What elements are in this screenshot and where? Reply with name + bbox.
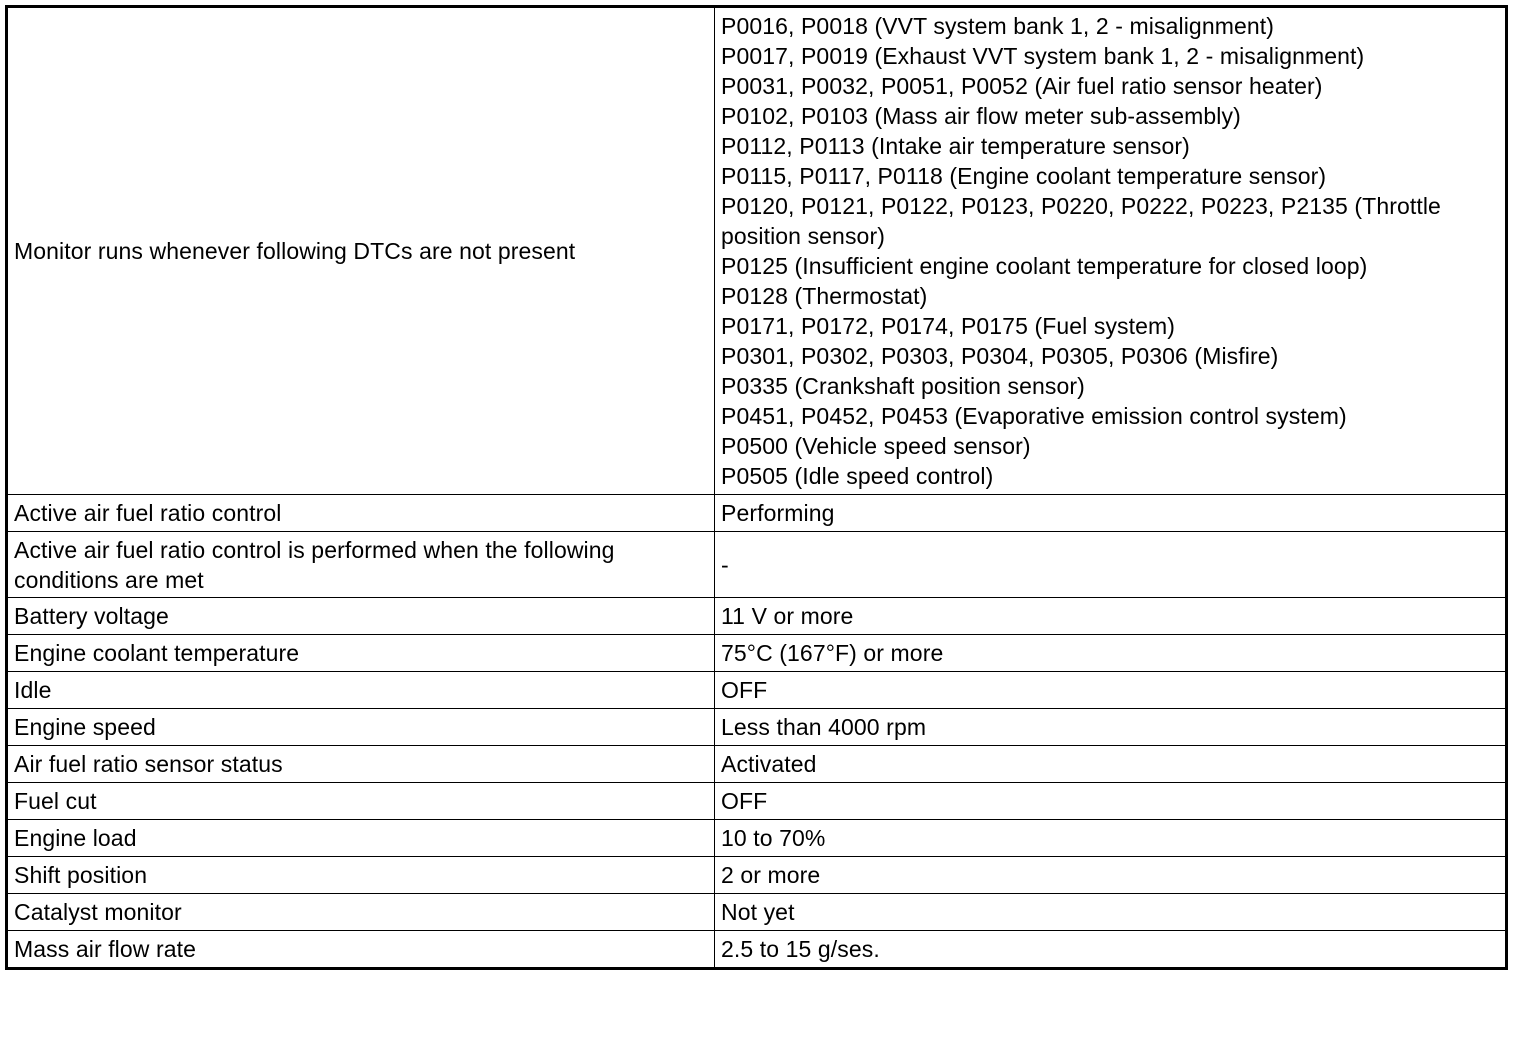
dtc-line: P0171, P0172, P0174, P0175 (Fuel system) [721,313,1176,339]
row-label: Engine speed [7,709,715,746]
row-value: 2 or more [715,857,1507,894]
dtc-list [715,7,1507,495]
dtc-line: P0016, P0018 (VVT system bank 1, 2 - misalignment) [721,13,1275,39]
dtc-line: P0120, P0121, P0122, P0123, P0220, P0222, P0223, P2135 (Throttle [721,193,1441,219]
row-value: Activated [715,746,1507,783]
table-row-dtc [7,7,1507,495]
monitor-conditions-table [5,5,1508,970]
row-value: OFF [715,783,1507,820]
row-value: - [715,532,1507,598]
dtc-line: P0017, P0019 (Exhaust VVT system bank 1, 2 - misalignment) [721,43,1365,69]
row-value: 2.5 to 15 g/ses. [715,931,1507,969]
dtc-line: P0102, P0103 (Mass air flow meter sub-assembly) [721,103,1241,129]
dtc-row-label: Monitor runs whenever following DTCs are not present [7,7,715,495]
dtc-line: P0500 (Vehicle speed sensor) [721,433,1031,459]
row-label: Active air fuel ratio control [7,495,715,532]
row-label: Engine load [7,820,715,857]
row-label: Catalyst monitor [7,894,715,931]
row-label: Mass air flow rate [7,931,715,969]
dtc-line: P0505 (Idle speed control) [721,463,994,489]
table-row [7,783,1507,820]
row-label: Idle [7,672,715,709]
row-value: 75°C (167°F) or more [715,635,1507,672]
row-label: Fuel cut [7,783,715,820]
row-value: Performing [715,495,1507,532]
table-row [7,635,1507,672]
table-row [7,820,1507,857]
table-row [7,931,1507,969]
dtc-line: P0125 (Insufficient engine coolant temperature for closed loop) [721,253,1368,279]
dtc-line: position sensor) [721,223,885,249]
row-label: Active air fuel ratio control is performed when the following conditions are met [7,532,715,598]
row-value: Less than 4000 rpm [715,709,1507,746]
dtc-line: P0335 (Crankshaft position sensor) [721,373,1085,399]
dtc-line: P0301, P0302, P0303, P0304, P0305, P0306 (Misfire) [721,343,1279,369]
table-row [7,495,1507,532]
table-row [7,709,1507,746]
table-row [7,857,1507,894]
dtc-line: P0115, P0117, P0118 (Engine coolant temperature sensor) [721,163,1327,189]
row-value: Not yet [715,894,1507,931]
table-row [7,598,1507,635]
dtc-line: P0031, P0032, P0051, P0052 (Air fuel ratio sensor heater) [721,73,1323,99]
row-value: OFF [715,672,1507,709]
table-row [7,746,1507,783]
row-label: Battery voltage [7,598,715,635]
row-label: Shift position [7,857,715,894]
row-value: 10 to 70% [715,820,1507,857]
table-row [7,672,1507,709]
dtc-line: P0451, P0452, P0453 (Evaporative emission control system) [721,403,1347,429]
dtc-line: P0112, P0113 (Intake air temperature sensor) [721,133,1190,159]
row-label: Air fuel ratio sensor status [7,746,715,783]
row-value: 11 V or more [715,598,1507,635]
row-label: Engine coolant temperature [7,635,715,672]
table-row [7,894,1507,931]
table-row [7,532,1507,598]
dtc-line: P0128 (Thermostat) [721,283,928,309]
